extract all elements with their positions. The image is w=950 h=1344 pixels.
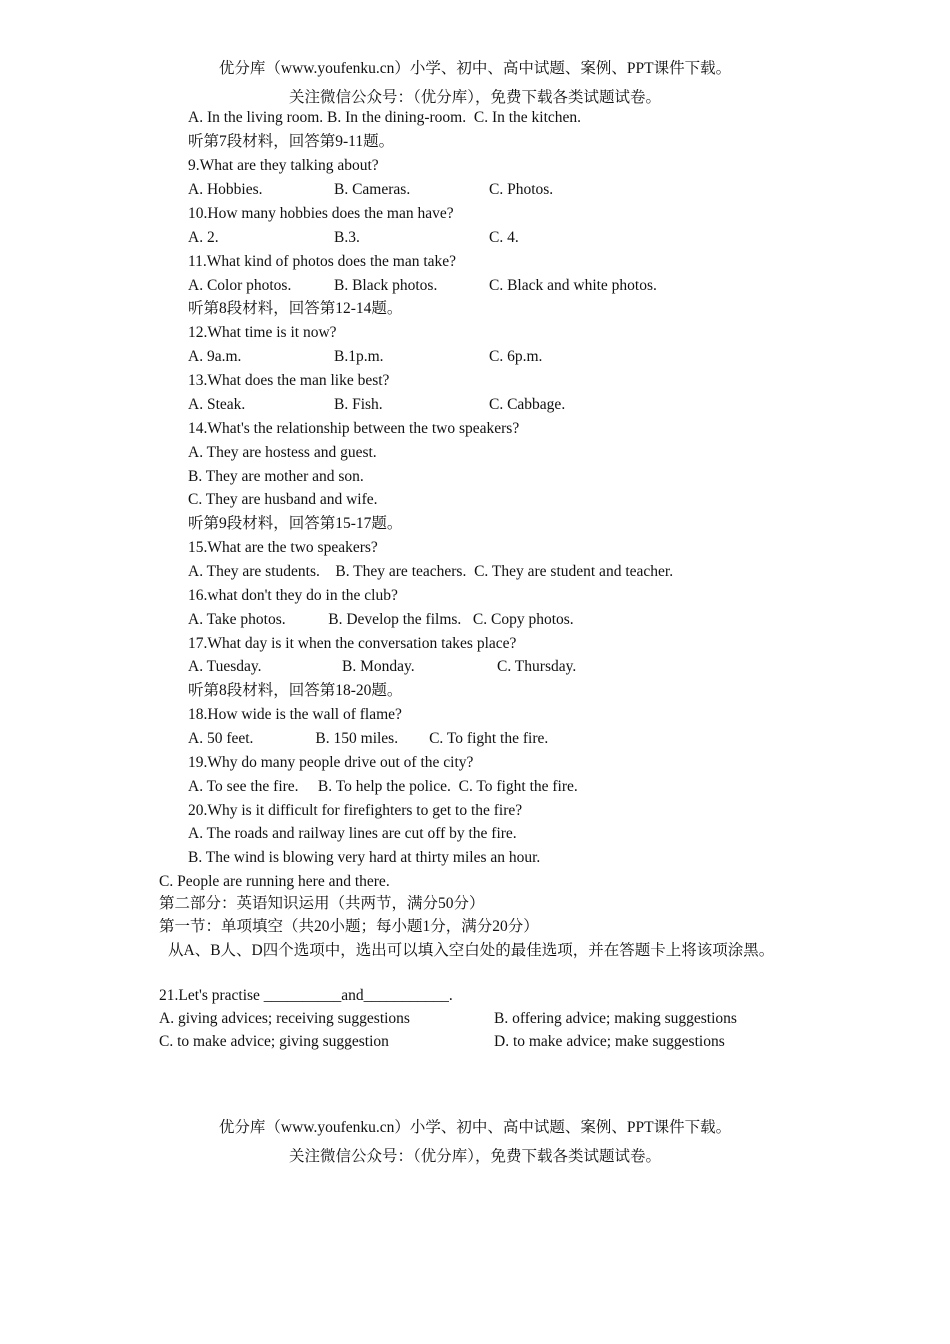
q14-option-b: B. They are mother and son. [188, 468, 364, 485]
q21-option-b: B. offering advice; making suggestions [494, 1010, 737, 1027]
q11-option-b: B. Black photos. [334, 277, 438, 294]
q10-options [188, 228, 788, 248]
q18-options: A. 50 feet. B. 150 miles. C. To fight the fire. [188, 730, 549, 747]
q16-options: A. Take photos. B. Develop the films. C. Copy photos. [188, 611, 574, 628]
q17-option-c: C. Thursday. [497, 658, 577, 675]
q12-option-c: C. 6p.m. [489, 348, 543, 365]
q11-option-c: C. Black and white photos. [489, 277, 657, 294]
q16-stem: 16.what don't they do in the club? [188, 587, 398, 604]
footer-line-2: 关注微信公众号：（优分库），免费下载各类试题试卷。 [288, 1148, 661, 1165]
q12-option-a: A. 9a.m. [188, 348, 242, 365]
q19-stem: 19.Why do many people drive out of the city? [188, 754, 474, 771]
q21-option-d: D. to make advice; make suggestions [494, 1033, 725, 1050]
q14-option-a: A. They are hostess and guest. [188, 444, 377, 461]
q13-option-a: A. Steak. [188, 396, 246, 413]
part-2-section-1-heading: 第一节：单项填空（共20小题；每小题1分，满分20分） [159, 918, 539, 935]
q12-options [188, 347, 788, 367]
q21-option-c: C. to make advice; giving suggestion [159, 1033, 389, 1050]
q8-options: A. In the living room. B. In the dining-room. C. In the kitchen. [188, 109, 582, 126]
q17-options [188, 657, 788, 677]
q21-stem: 21.Let's practise __________and___________. [159, 987, 453, 1004]
q20-option-a: A. The roads and railway lines are cut off by the fire. [188, 825, 517, 842]
q11-option-a: A. Color photos. [188, 277, 292, 294]
q10-option-c: C. 4. [489, 229, 519, 246]
header-line-1: 优分库（www.youfenku.cn）小学、初中、高中试题、案例、PPT课件下载。 [218, 60, 732, 77]
q13-option-c: C. Cabbage. [489, 396, 566, 413]
q18-stem: 18.How wide is the wall of flame? [188, 706, 402, 723]
q9-option-a: A. Hobbies. [188, 181, 263, 198]
q9-option-b: B. Cameras. [334, 181, 411, 198]
q10-option-a: A. 2. [188, 229, 219, 246]
q9-stem: 9.What are they talking about? [188, 157, 379, 174]
q17-stem: 17.What day is it when the conversation takes place? [188, 635, 517, 652]
q14-option-c: C. They are husband and wife. [188, 491, 378, 508]
q21-options-row-2 [159, 1032, 799, 1052]
q19-options: A. To see the fire. B. To help the police. C. To fight the fire. [188, 778, 578, 795]
q17-option-a: A. Tuesday. [188, 658, 262, 675]
q14-stem: 14.What's the relationship between the two speakers? [188, 420, 520, 437]
q13-stem: 13.What does the man like best? [188, 372, 390, 389]
header-line-2: 关注微信公众号：（优分库），免费下载各类试题试卷。 [288, 89, 661, 106]
section-7-heading: 听第7段材料，回答第9-11题。 [188, 133, 395, 150]
q20-stem: 20.Why is it difficult for firefighters to get to the fire? [188, 802, 523, 819]
part-2-heading: 第二部分：英语知识运用（共两节，满分50分） [159, 895, 485, 912]
q21-option-a: A. giving advices; receiving suggestions [159, 1010, 410, 1027]
instructions: 从A、B人、D四个选项中，选出可以填入空白处的最佳选项，并在答题卡上将该项涂黑。 [168, 942, 775, 959]
section-8b-heading: 听第8段材料，回答第18-20题。 [188, 682, 403, 699]
section-9-heading: 听第9段材料，回答第15-17题。 [188, 515, 403, 532]
q9-option-c: C. Photos. [489, 181, 554, 198]
q12-stem: 12.What time is it now? [188, 324, 337, 341]
q11-options [188, 276, 788, 296]
q20-option-b: B. The wind is blowing very hard at thirty miles an hour. [188, 849, 541, 866]
section-8a-heading: 听第8段材料，回答第12-14题。 [188, 300, 403, 317]
q9-options [188, 180, 788, 200]
q20-option-c: C. People are running here and there. [159, 873, 390, 890]
q12-option-b: B.1p.m. [334, 348, 384, 365]
q17-option-b: B. Monday. [342, 658, 415, 675]
q15-options: A. They are students. B. They are teachers. C. They are student and teacher. [188, 563, 674, 580]
q10-stem: 10.How many hobbies does the man have? [188, 205, 454, 222]
q15-stem: 15.What are the two speakers? [188, 539, 378, 556]
q10-option-b: B.3. [334, 229, 360, 246]
q13-options [188, 395, 788, 415]
q21-options-row-1 [159, 1009, 799, 1029]
footer-line-1: 优分库（www.youfenku.cn）小学、初中、高中试题、案例、PPT课件下载。 [218, 1119, 732, 1136]
q11-stem: 11.What kind of photos does the man take? [188, 253, 457, 270]
q13-option-b: B. Fish. [334, 396, 383, 413]
